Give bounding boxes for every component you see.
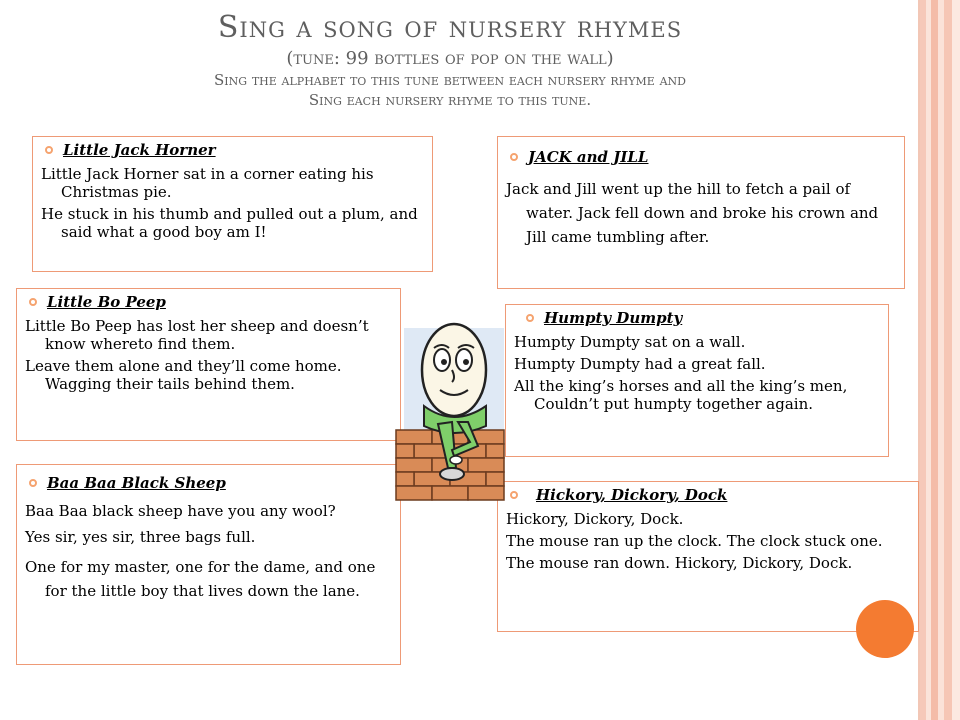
- rhyme-line: Little Jack Horner sat in a corner eating his Christmas pie.: [41, 165, 374, 201]
- rhyme-heading: Little Bo Peep: [25, 293, 392, 311]
- rhyme-box-humpty-dumpty: [505, 304, 889, 457]
- rhyme-heading: Baa Baa Black Sheep: [25, 471, 392, 495]
- rhyme-line: One for my master, one for the dame, and one for the little boy that lives down the lane.: [25, 558, 376, 600]
- rhyme-box-jack-and-jill: [497, 136, 905, 289]
- circle-bullet-icon: [45, 146, 53, 154]
- circle-bullet-icon: [510, 153, 518, 161]
- decorative-circle: [856, 600, 914, 658]
- circle-bullet-icon: [29, 479, 37, 487]
- rhyme-line: Hickory, Dickory, Dock.: [506, 510, 684, 528]
- rhyme-heading: JACK and JILL: [506, 145, 896, 169]
- circle-bullet-icon: [29, 298, 37, 306]
- rhyme-line: The mouse ran up the clock. The clock stuck one.: [506, 532, 883, 550]
- rhyme-box-baa-baa-black-sheep: [16, 464, 401, 665]
- rhyme-heading: Hickory, Dickory, Dock: [506, 486, 910, 504]
- rhyme-line: Humpty Dumpty sat on a wall.: [514, 333, 746, 351]
- slide-frame-stripes: [920, 0, 960, 720]
- rhyme-heading: Humpty Dumpty: [514, 309, 880, 327]
- page-subtitle: (tune: 99 bottles of pop on the wall): [286, 48, 614, 69]
- rhyme-line: Baa Baa black sheep have you any wool?: [25, 502, 336, 520]
- rhyme-line: All the king’s horses and all the king’s men, Couldn’t put humpty together again.: [514, 377, 848, 413]
- rhyme-line: The mouse ran down. Hickory, Dickory, Dock.: [506, 554, 853, 572]
- rhyme-box-little-bo-peep: [16, 288, 401, 441]
- instruction-line-2: Sing each nursery rhyme to this tune.: [308, 91, 592, 109]
- rhyme-line: Little Bo Peep has lost her sheep and doesn’t know whereto find them.: [25, 317, 369, 353]
- instruction-line-1: Sing the alphabet to this tune between each nursery rhyme and: [214, 71, 686, 89]
- rhyme-box-little-jack-horner: [32, 136, 433, 272]
- circle-bullet-icon: [526, 314, 534, 322]
- page-title: Sing a song of nursery rhymes: [217, 10, 683, 45]
- rhyme-line: Leave them alone and they’ll come home. Wagging their tails behind them.: [25, 357, 342, 393]
- humpty-dumpty-clipart: [394, 318, 512, 510]
- rhyme-line: Humpty Dumpty had a great fall.: [514, 355, 766, 373]
- rhyme-heading: Little Jack Horner: [41, 141, 424, 159]
- rhyme-box-hickory-dickory-dock: [497, 481, 919, 632]
- rhyme-line: Jack and Jill went up the hill to fetch a pail of water. Jack fell down and broke his crown and Jill came tumbling after.: [506, 180, 879, 246]
- rhyme-line: Yes sir, yes sir, three bags full.: [25, 528, 256, 546]
- title-block: [0, 8, 900, 110]
- rhyme-line: He stuck in his thumb and pulled out a plum, and said what a good boy am I!: [41, 205, 418, 241]
